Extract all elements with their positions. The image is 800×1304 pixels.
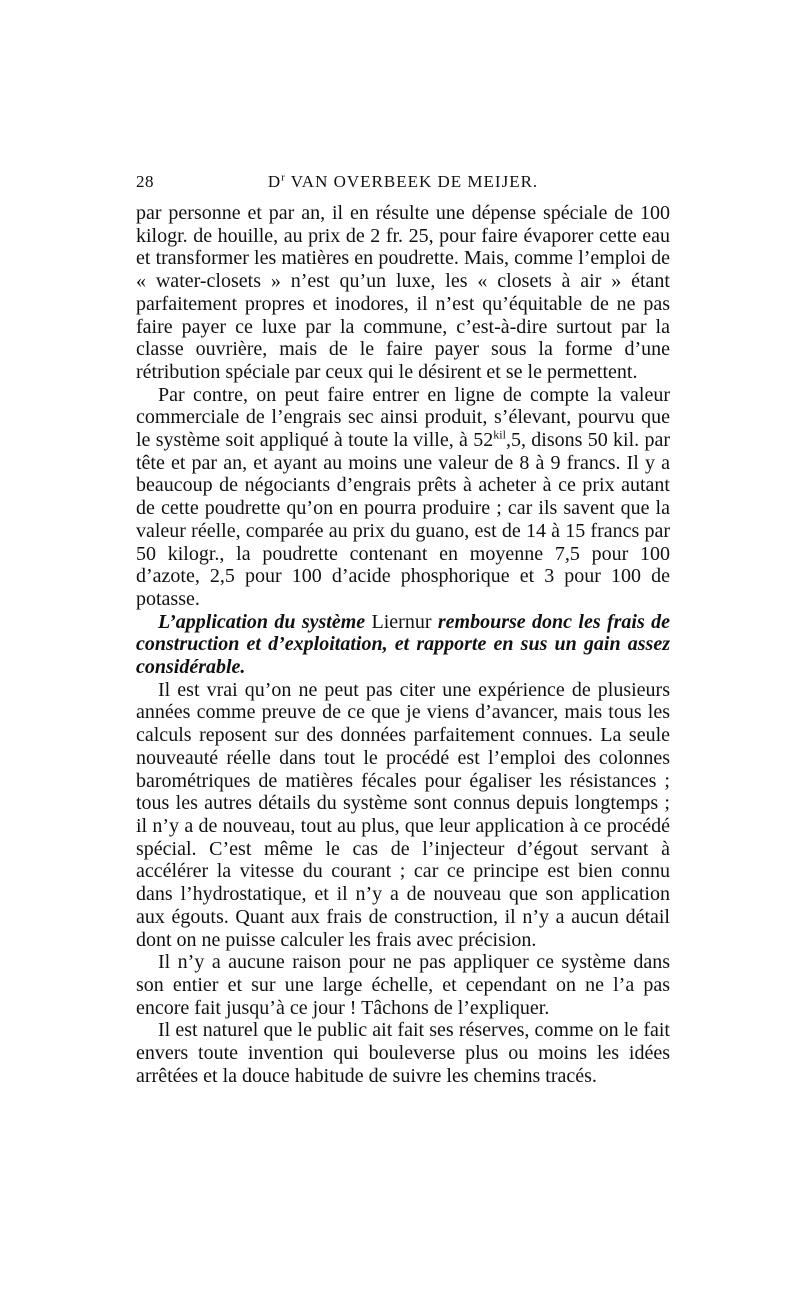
running-head bbox=[136, 172, 670, 192]
body-text bbox=[136, 202, 670, 1087]
paragraph-3-italic-2: rembourse donc les frais de construction et d’exploitation, et rapporte en sus un gain assez considérable. bbox=[136, 610, 670, 679]
paragraph-5: Il n’y a aucune raison pour ne pas appliquer ce système dans son entier et sur une large échelle, et cependant on ne l’a pas encore fait jusqu’à ce jour ! Tâchons de l’expliquer. bbox=[136, 951, 670, 1019]
paragraph-1: par personne et par an, il en résulte une dépense spéciale de 100 kilogr. de houille, au prix de 2 fr. 25, pour faire évaporer cette eau et transformer les matières en poudrette. Mais, comme l’emploi de « water-closets » n’est qu’un luxe, les « closets à air » étant parfaitement propres et inodores, il n’est qu’équitable de ne pas faire payer ce luxe par la commune, c’est-à-dire surtout par la classe ouvrière, mais de le faire payer sous la forme d’une rétribution spéciale par ceux qui le désirent et se le permettent. bbox=[136, 202, 670, 383]
running-head-prefix: D bbox=[267, 172, 282, 191]
paragraph-3-italic-1: L’application du système bbox=[158, 610, 366, 633]
paragraph-2-before: Par contre, on peut faire entrer en ligne de compte la valeur commerciale de l’engrais sec ainsi produit, s’élevant, pourvu que le système soit appliqué à toute la ville, à 52 bbox=[136, 383, 670, 452]
paragraph-3-roman: Liernur bbox=[365, 610, 438, 633]
running-head-rest: VAN OVERBEEK DE MEIJER. bbox=[285, 172, 539, 191]
paragraph-6: Il est naturel que le public ait fait ses réserves, comme on le fait envers toute invention qui bouleverse plus ou moins les idées arrêtées et la douce habitude de suivre les chemins tracés. bbox=[136, 1019, 670, 1087]
paragraph-2-sup: kil bbox=[493, 427, 506, 442]
running-head-sup: r bbox=[281, 171, 286, 184]
paragraph-4: Il est vrai qu’on ne peut pas citer une expérience de plusieurs années comme preuve de ce que je viens d’avancer, mais tous les calculs reposent sur des données parfaitement connues. La seule nouveauté réelle dans tout le procédé est l’emploi des colonnes barométriques de matières fécales pour égaliser les résistances ; tous les autres détails du système sont connus depuis longtemps ; il n’y a de nouveau, tout au plus, que leur application à ce procédé spécial. C’est même le cas de l’injecteur d’égout servant à accélérer la vitesse du courant ; car ce principe est bien connu dans l’hydrostatique, et il n’y a de nouveau que son application aux égouts. Quant aux frais de construction, il n’y a aucun détail dont on ne puisse calculer les frais avec précision. bbox=[136, 678, 670, 951]
page-number: 28 bbox=[136, 172, 154, 191]
paragraph-2 bbox=[136, 384, 670, 611]
book-page bbox=[136, 172, 670, 1087]
page-header bbox=[136, 172, 670, 202]
paragraph-3 bbox=[136, 611, 670, 679]
paragraph-2-after: ,5, disons 50 kil. par tête et par an, et ayant au moins une valeur de 8 à 9 francs. Il y a beaucoup de négociants d’engrais prêts à acheter à ce prix autant de cette poudrette qu’on en pourra produire ; car ils savent que la valeur réelle, comparée au prix du guano, est de 14 à 15 francs par 50 kilogr., la poudrette contenant en moyenne 7,5 pour 100 d’azote, 2,5 pour 100 d’acide phosphorique et 3 pour 100 de potasse. bbox=[136, 429, 670, 610]
